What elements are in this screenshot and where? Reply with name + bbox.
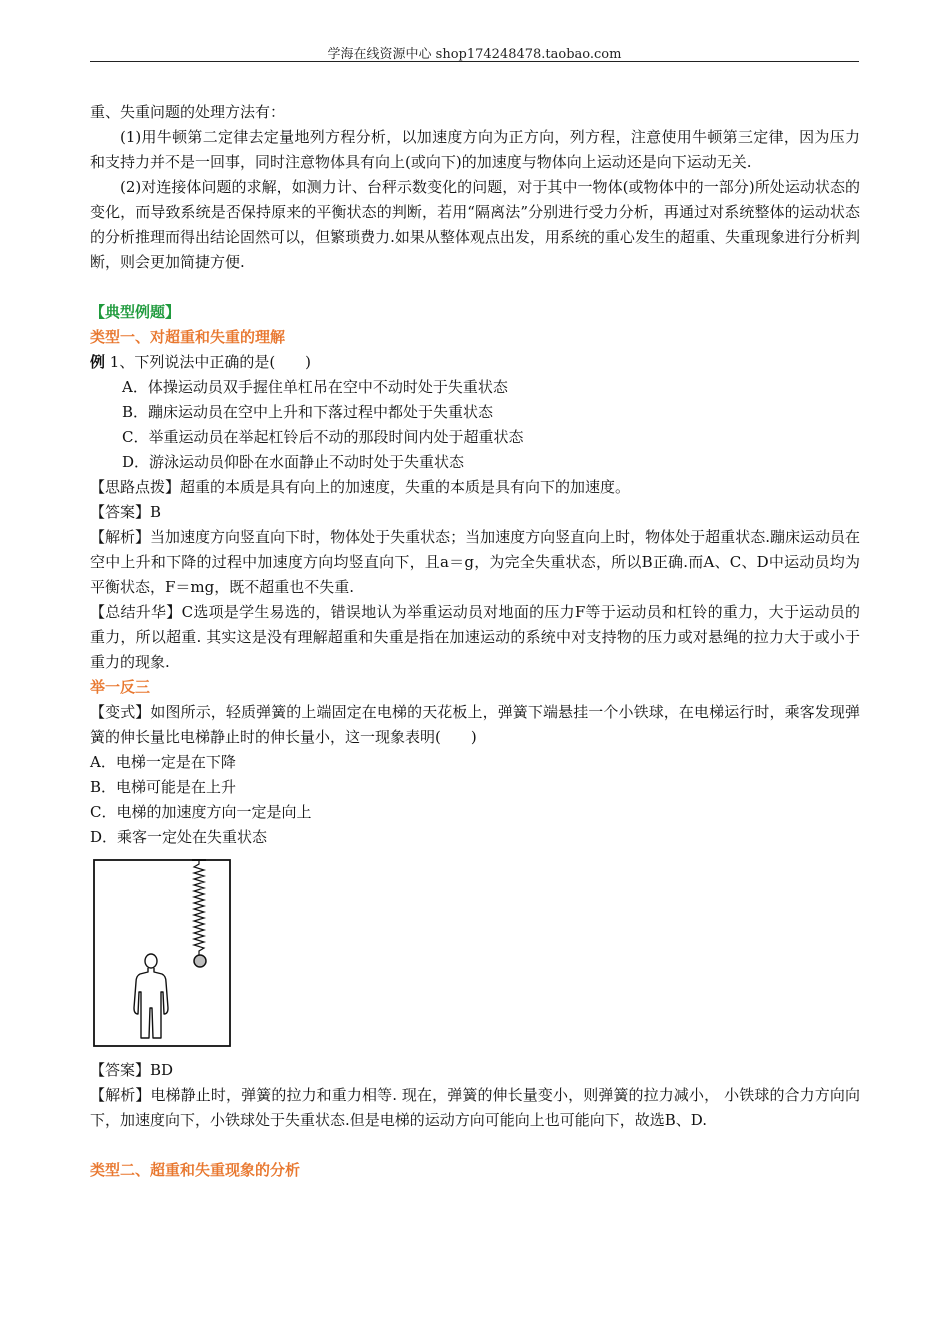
example1-option-b: B．蹦床运动员在空中上升和下落过程中都处于失重状态	[122, 403, 494, 421]
variant-option-d: D．乘客一定处在失重状态	[90, 828, 268, 846]
variant-option-c: C．电梯的加速度方向一定是向上	[90, 803, 312, 821]
variant-heading: 举一反三	[90, 678, 151, 696]
passenger-figure	[134, 954, 168, 1038]
spring	[194, 861, 204, 955]
intro-lead: 重、失重问题的处理方法有：	[90, 103, 286, 121]
example1-question-text: 1、下列说法中正确的是( )	[105, 353, 312, 371]
example1-analysis: 【解析】当加速度方向竖直向下时，物体处于失重状态；当加速度方向竖直向上时，物体处于超重状态.蹦床运动员在空中上升和下降的过程中加速度方向均竖直向下，且a＝g，为完全失重状态，所以B正确.而A、C、D中运动员均为平衡状态，F＝mg，既不超重也不失重.	[90, 528, 860, 596]
variant-option-b: B．电梯可能是在上升	[90, 778, 237, 796]
example1-question	[90, 350, 860, 375]
spacer-2	[90, 1133, 860, 1158]
variant-option-a: A．电梯一定是在下降	[90, 753, 236, 771]
example1-option-a: A．体操运动员双手握住单杠吊在空中不动时处于失重状态	[122, 378, 508, 396]
method-2: (2)对连接体问题的求解，如测力计、台秤示数变化的问题，对于其中一物体(或物体中的一部分)所处运动状态的变化，而导致系统是否保持原来的平衡状态的判断，若用“隔离法”分别进行受力分析，再通过对系统整体的运动状态的分析推理而得出结论固然可以，但繁琐费力.如果从整体观点出发，用系统的重心发生的超重、失重现象进行分析判断，则会更加简捷方便.	[90, 178, 860, 271]
type1-heading: 类型一、对超重和失重的理解	[90, 328, 286, 346]
document-body	[90, 100, 860, 1183]
header-divider	[90, 61, 859, 62]
example1-summary: 【总结升华】C选项是学生易选的，错误地认为举重运动员对地面的压力F等于运动员和杠铃的重力，大于运动员的重力，所以超重. 其实这是没有理解超重和失重是指在加速运动的系统中对支持物的压力或对悬绳的拉力大于或小于重力的现象.	[90, 603, 860, 671]
variant-question: 【变式】如图所示，轻质弹簧的上端固定在电梯的天花板上，弹簧下端悬挂一个小铁球，在电梯运行时，乘客发现弹簧的伸长量比电梯静止时的伸长量小，这一现象表明( )	[90, 703, 860, 746]
spacer	[90, 275, 860, 300]
variant-analysis: 【解析】电梯静止时，弹簧的拉力和重力相等. 现在，弹簧的伸长量变小，则弹簧的拉力减小， 小铁球的合力方向向下，加速度向下，小铁球处于失重状态.但是电梯的运动方向可能向上也可能向下，故选B、D.	[90, 1086, 860, 1129]
section-title: 【典型例题】	[90, 303, 181, 321]
example1-hint: 【思路点拨】超重的本质是具有向上的加速度，失重的本质是具有向下的加速度。	[90, 478, 631, 496]
elevator-figure	[90, 858, 233, 1048]
iron-ball	[194, 955, 206, 967]
page-header: 学海在线资源中心 shop174248478.taobao.com	[327, 47, 622, 62]
variant-answer: 【答案】BD	[90, 1061, 174, 1079]
example-prefix: 例	[90, 353, 106, 371]
example1-option-d: D．游泳运动员仰卧在水面静止不动时处于失重状态	[122, 453, 465, 471]
method-1: (1)用牛顿第二定律去定量地列方程分析，以加速度方向为正方向，列方程，注意使用牛顿第三定律，因为压力和支持力并不是一回事，同时注意物体具有向上(或向下)的加速度与物体向上运动还是向下运动无关.	[90, 128, 860, 171]
type2-heading: 类型二、超重和失重现象的分析	[90, 1161, 301, 1179]
example1-answer: 【答案】B	[90, 503, 162, 521]
elevator-frame	[94, 860, 230, 1046]
example1-option-c: C．举重运动员在举起杠铃后不动的那段时间内处于超重状态	[122, 428, 524, 446]
